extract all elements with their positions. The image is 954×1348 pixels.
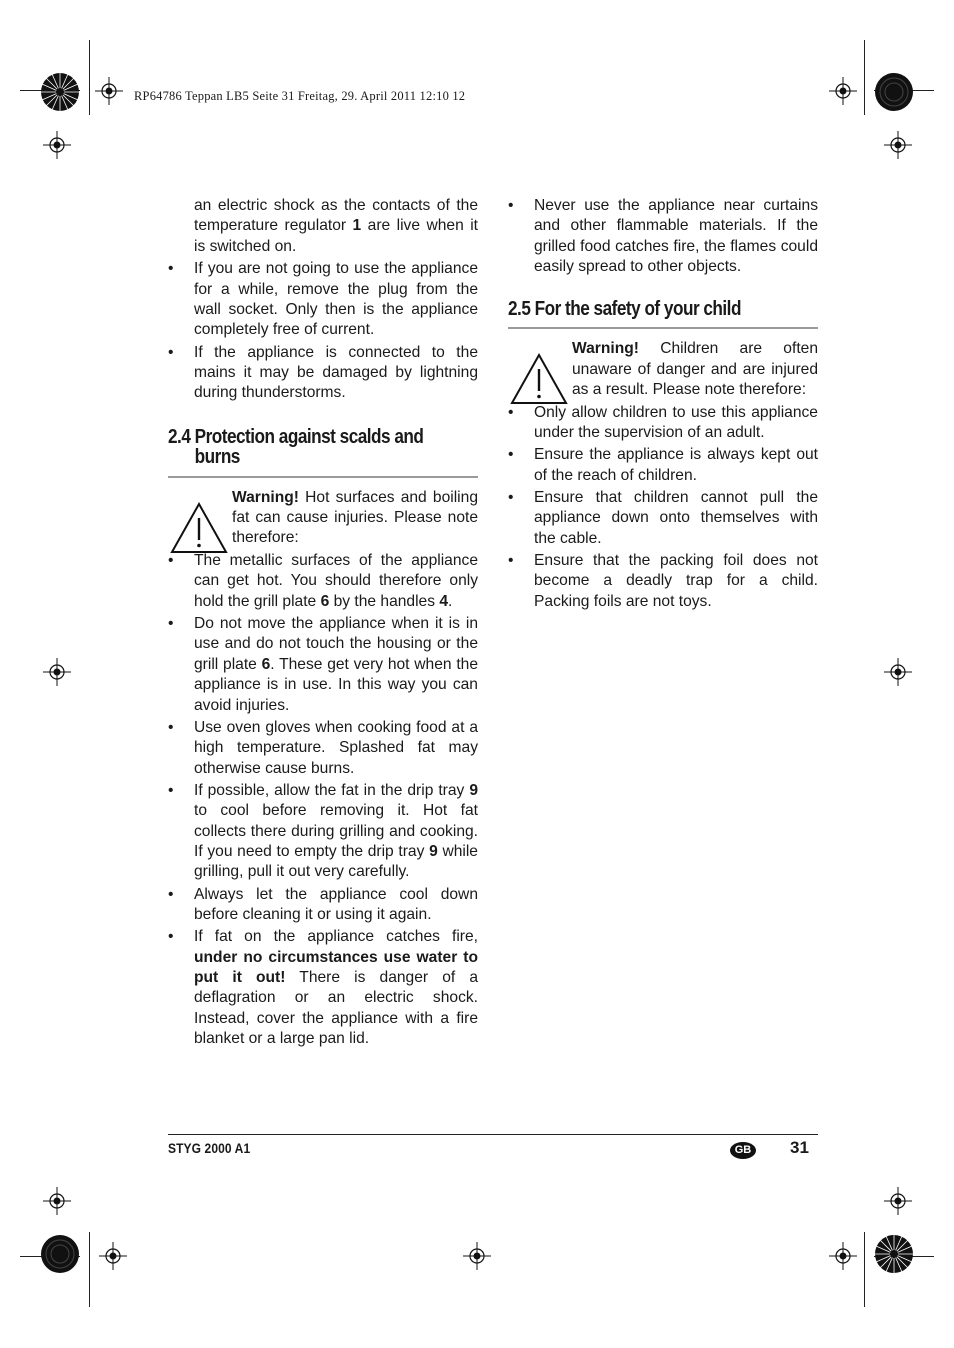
registration-mark-icon <box>463 1242 491 1270</box>
page-number: 31 <box>790 1138 809 1157</box>
bullet-icon: • <box>508 551 514 569</box>
list-item-text: If you are not going to use the appliance for a while, remove the plug from the wall socket. Only then is the appliance completely free of current. <box>194 260 478 339</box>
text-run: to cool before removing it. Hot fat collects there during grilling and cooking. If you need to empty the drip tray <box>194 802 478 860</box>
right-column <box>508 196 818 614</box>
color-target-icon <box>874 1234 914 1274</box>
warning-triangle-icon <box>510 353 568 405</box>
bullet-icon: • <box>168 614 174 632</box>
crop-mark <box>89 1232 90 1307</box>
text-run: Children are often unaware of danger and are injured as a result. Please note therefore: <box>572 340 818 399</box>
registration-mark-icon <box>829 1242 857 1270</box>
page-footer <box>168 1134 818 1157</box>
registration-mark-icon <box>99 1242 127 1270</box>
text-run: Do not move the appliance when it is in use and do not touch the housing or the grill plate <box>194 614 478 673</box>
registration-mark-icon <box>829 77 857 105</box>
text-run: while grilling, pull it out very carefully. <box>194 842 478 881</box>
model-number: STYG 2000 A1 <box>168 1140 251 1156</box>
registration-mark-icon <box>43 658 71 686</box>
list-item-text: Ensure that the packing foil does not become a deadly trap for a child. Packing foils are not toys. <box>534 551 818 610</box>
crop-mark <box>864 1232 865 1307</box>
list-item <box>168 343 478 404</box>
list-item <box>508 196 818 278</box>
part-number: 9 <box>429 842 438 860</box>
text-run: If fat on the appliance catches fire, <box>194 928 478 946</box>
list-item-text: Always let the appliance cool down before cleaning it or using it again. <box>194 885 478 923</box>
list-item <box>508 403 818 444</box>
bullet-icon: • <box>168 928 174 946</box>
bullet-icon: • <box>508 446 514 464</box>
warning-text <box>232 488 478 549</box>
color-target-icon <box>874 72 914 112</box>
warning-block <box>168 488 478 549</box>
intro-paragraph <box>168 196 478 257</box>
text-run: by the handles <box>329 592 440 610</box>
list-item <box>168 927 478 1049</box>
footer-rule <box>168 1134 818 1135</box>
left-column <box>168 196 478 1051</box>
warning-label: Warning! <box>232 488 299 506</box>
list-item-text: Use oven gloves when cooking food at a high temperature. Splashed fat may otherwise cause burns. <box>194 718 478 777</box>
registration-mark-icon <box>95 77 123 105</box>
bullet-icon: • <box>168 343 174 361</box>
part-number: 4 <box>439 592 449 610</box>
color-target-icon <box>40 72 80 112</box>
bullet-icon: • <box>168 551 174 569</box>
warning-block <box>508 339 818 400</box>
bullet-icon: • <box>508 488 514 506</box>
list-item <box>508 488 818 549</box>
list-item-text: Only allow children to use this appliance under the supervision of an adult. <box>534 403 818 442</box>
registration-mark-icon <box>43 1187 71 1215</box>
language-badge: GB <box>730 1142 756 1159</box>
list-item-text: Ensure the appliance is always kept out of the reach of children. <box>534 446 818 484</box>
print-slug: RP64786 Teppan LB5 Seite 31 Freitag, 29. April 2011 12:10 12 <box>134 89 466 103</box>
bullet-icon: • <box>168 718 174 736</box>
list-item-text: If the appliance is connected to the mains it may be damaged by lightning during thunderstorms. <box>194 343 478 402</box>
text-run: . These get very hot when the appliance is in use. In this way you can avoid injuries. <box>194 655 478 714</box>
part-number: 9 <box>469 781 478 799</box>
list-item-text: Never use the appliance near curtains and other flammable materials. If the grilled food catches fire, the flames could easily spread to other objects. <box>534 197 818 276</box>
list-item <box>168 614 478 716</box>
part-number: 6 <box>320 592 330 610</box>
list-item <box>168 781 478 883</box>
list-item <box>168 718 478 779</box>
bullet-icon: • <box>168 260 174 278</box>
emphasis-text: under no circumstances use water to put it out! <box>194 948 478 986</box>
part-number: 6 <box>261 655 271 673</box>
section-heading: 2.5 For the safety of your child <box>508 298 741 321</box>
text-run: . <box>448 592 453 610</box>
list-item <box>508 445 818 486</box>
bullet-icon: • <box>508 403 514 421</box>
crop-mark <box>864 40 865 115</box>
section-heading-line: 2.4 Protection against scalds and <box>168 425 424 448</box>
part-number: 1 <box>352 217 362 235</box>
text-run: are live when it is switched on. <box>194 217 478 255</box>
warning-text <box>572 339 818 400</box>
bullet-icon: • <box>168 781 174 799</box>
text-run: The metallic surfaces of the appliance can get hot. You should therefore only hold the grill plate <box>194 551 478 610</box>
text-run: There is danger of a deflagration or an electric shock. Instead, cover the appliance with a fire blanket or a large pan lid. <box>194 968 478 1048</box>
text-run: Hot surfaces and boiling fat can cause injuries. Please note therefore: <box>232 488 478 547</box>
section-heading-line: burns <box>194 445 240 468</box>
registration-mark-icon <box>884 658 912 686</box>
registration-mark-icon <box>43 131 71 159</box>
registration-mark-icon <box>884 1187 912 1215</box>
bullet-icon: • <box>168 885 174 903</box>
text-run: If possible, allow the fat in the drip tray <box>194 781 470 799</box>
warning-triangle-icon <box>170 502 228 554</box>
list-item <box>508 551 818 612</box>
crop-mark <box>89 40 90 115</box>
list-item <box>168 259 478 341</box>
text-run: an electric shock as the contacts of the temperature regulator <box>194 197 478 235</box>
section-heading <box>168 427 435 467</box>
list-item <box>168 551 478 612</box>
registration-mark-icon <box>884 131 912 159</box>
list-item-text: Ensure that children cannot pull the appliance down onto themselves with the cable. <box>534 488 818 547</box>
warning-label: Warning! <box>572 340 639 358</box>
bullet-icon: • <box>508 197 514 214</box>
color-target-icon <box>40 1234 80 1274</box>
list-item <box>168 885 478 926</box>
